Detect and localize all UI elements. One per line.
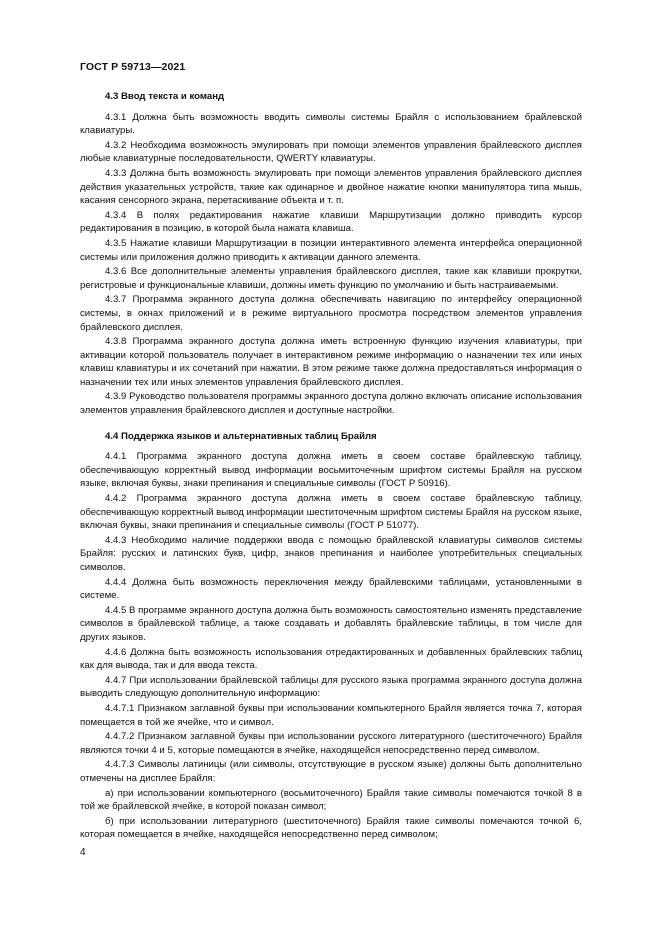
section-heading-4-4: 4.4 Поддержка языков и альтернативных таблиц Брайля: [105, 430, 377, 442]
paragraph-4-4-2: 4.4.2 Программа экранного доступа должна иметь в своем составе брайлевскую таблицу, обеспечивающую корректный вывод информации шеститочечным шрифтом системы Брайля на русском языке, включая буквы, знаки препинания и специальные символы (ГОСТ Р 51077).: [80, 493, 583, 532]
document-id-header: ГОСТ Р 59713—2021: [80, 61, 186, 73]
paragraph-4-4-1: 4.4.1 Программа экранного доступа должна иметь в своем составе брайлевскую таблицу, обеспечивающую корректный вывод информации восьмиточечным шрифтом системы Брайля на русском языке, включая буквы, знаки препинания и специальные символы (ГОСТ Р 50916).: [80, 451, 582, 490]
paragraph-4-3-2: 4.3.2 Необходима возможность эмулировать при помощи элементов управления брайлевского дисплея любые клавиатурные последовательности, QWERTY клавиатуры.: [80, 139, 582, 165]
paragraph-4-4-7: 4.4.7 При использовании брайлевской таблицы для русского языка программа экранного доступа должна выводить следующую дополнительную информацию:: [80, 674, 582, 700]
paragraph-4-3-3: 4.3.3 Должна быть возможность эмулировать при помощи элементов управления брайлевского дисплея действия указательных устройств, такие как одинарное и двойное нажатие кнопки манипулятора типа мышь, касания сенсорного экрана, перетаскивание объекта и т. п.: [80, 167, 582, 207]
section-heading-4-3: 4.3 Ввод текста и команд: [105, 91, 225, 102]
paragraph-4-3-7: 4.3.7 Программа экранного доступа должна обеспечивать навигацию по интерфейсу операционной системы, в окнах приложений и в режиме виртуального просмотра посредством элементов управления брайлевского дисплея.: [80, 294, 582, 333]
paragraph-4-4-3: 4.4.3 Необходимо наличие поддержки ввода с помощью брайлевской клавиатуры символов системы Брайля: русских и латинских букв, цифр, знаков препинания и наиболее употребительных специальных символов.: [80, 534, 582, 573]
paragraph-4-3-6: 4.3.6 Все дополнительные элементы управления брайлевского дисплея, такие как клавиши прокрутки, регистровые и функциональные клавиши, должны иметь функцию по умолчанию и быть настраиваемыми.: [80, 266, 582, 291]
paragraph-4-4-5: 4.4.5 В программе экранного доступа должна быть возможность самостоятельно изменять представление символов в брайлевской таблице, а также создавать и добавлять брайлевские таблицы, в том числе для других языков.: [80, 604, 582, 643]
paragraph-4-4-6: 4.4.6 Должна быть возможность использования отредактированных и добавленных брайлевских таблиц как для вывода, так и для ввода текста.: [80, 646, 582, 672]
paragraph-4-3-9: 4.3.9 Руководство пользователя программы экранного доступа должно включать описание использования элементов управления брайлевского дисплея и доступные настройки.: [80, 391, 582, 417]
list-item-b: б) при использовании литературного (шеститочечного) Брайля такие символы помечаются точкой 6, которая помещается в ячейке, находящейся непосредственно перед символом;: [80, 815, 582, 841]
paragraph-4-3-8: 4.3.8 Программа экранного доступа должна иметь встроенную функцию изучения клавиатуры, при активации которой пользователь получает в интерактивном режиме информацию о назначении тех или иных клавиш клавиатуры и их сочетаний при нажатии. В этом режиме также должна предоставляться информация о назначении тех или иных элементов управления брайлевского дисплея.: [80, 336, 582, 388]
paragraph-4-3-5: 4.3.5 Нажатие клавиши Маршрутизации в позиции интерактивного элемента интерфейса операционной системы или приложения должно приводить к активации данного элемента.: [80, 237, 582, 263]
paragraph-4-4-7-2: 4.4.7.2 Признаком заглавной буквы при использовании русского литературного (шеститочечного) Брайля являются точки 4 и 5, которые помещаются в ячейке, находящейся непосредственно перед символом.: [80, 731, 582, 756]
list-item-a: а) при использовании компьютерного (восьмиточечного) Брайля такие символы помечаются точкой 8 в той же брайлевской ячейке, в которой показан символ;: [80, 787, 582, 813]
paragraph-4-4-4: 4.4.4 Должна быть возможность переключения между брайлевскими таблицами, установленными в системе.: [80, 576, 582, 602]
paragraph-4-4-7-1: 4.4.7.1 Признаком заглавной буквы при использовании компьютерного Брайля является точка 7, которая помещается в той же ячейке, что и символ.: [80, 702, 582, 728]
page-number: 4: [80, 847, 86, 858]
document-body: [80, 90, 582, 843]
paragraph-4-4-7-3: 4.4.7.3 Символы латиницы (или символы, отсутствующие в русском языке) должны быть дополнительно отмечены на дисплее Брайля:: [80, 759, 582, 784]
paragraph-4-3-4: 4.3.4 В полях редактирования нажатие клавиши Маршрутизации должно приводить курсор редактирования в позицию, в которой была нажата клавиша.: [80, 209, 582, 235]
paragraph-4-3-1: 4.3.1 Должна быть возможность вводить символы системы Брайля с использованием брайлевской клавиатуры.: [80, 111, 582, 137]
